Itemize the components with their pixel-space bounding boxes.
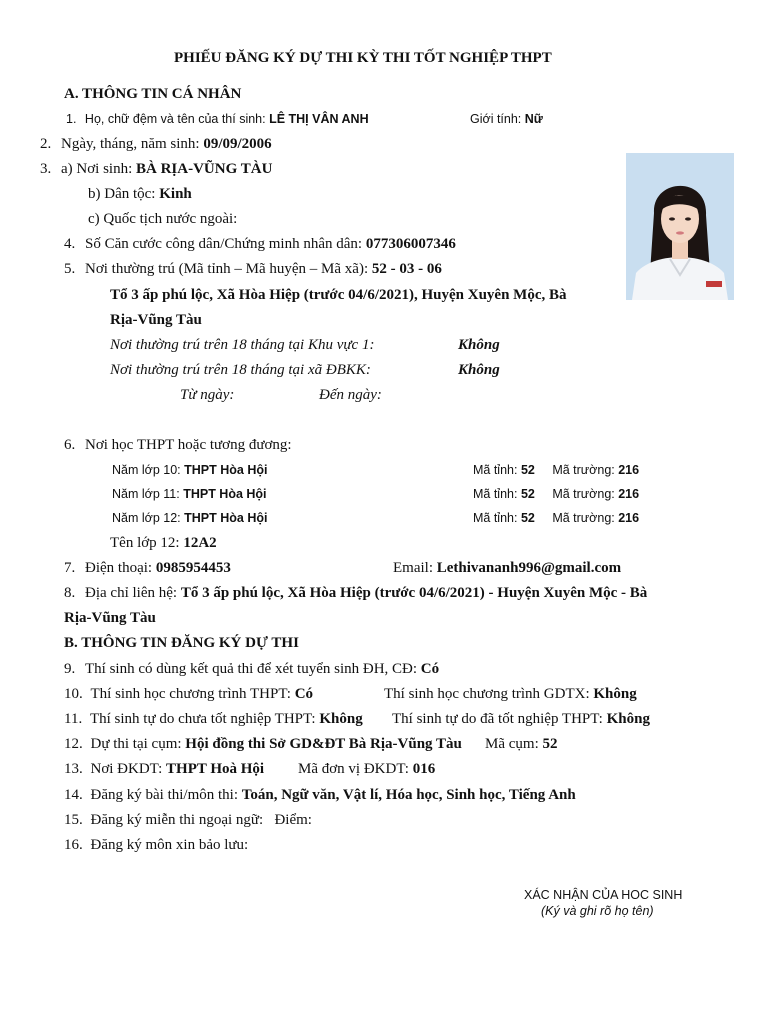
item-number: 10. bbox=[64, 686, 83, 702]
birthplace-label: a) Nơi sinh: bbox=[61, 161, 137, 177]
residence-address-line1: Tổ 3 ấp phú lộc, Xã Hòa Hiệp (trước 04/6/2021), Huyện Xuyên Mộc, Bà bbox=[110, 287, 567, 303]
item-8-contact-address bbox=[64, 584, 647, 602]
item-number: 13. bbox=[64, 761, 83, 777]
ethnicity-label: b) Dân tộc: bbox=[88, 186, 160, 202]
province-code-label: Mã tỉnh: bbox=[473, 511, 521, 525]
contact-address-line2: Rịa-Vũng Tàu bbox=[64, 610, 156, 626]
item-1-name bbox=[66, 110, 369, 128]
province-code: 52 bbox=[520, 511, 535, 525]
registration-unit-code bbox=[298, 760, 435, 778]
phone-label: Điện thoại: bbox=[85, 560, 156, 576]
kv1-value: Không bbox=[458, 337, 500, 353]
gender-label: Giới tính: bbox=[470, 112, 525, 126]
kv1-label: Nơi thường trú trên 18 tháng tại Khu vực 1: bbox=[110, 337, 375, 353]
subjects-value: Toán, Ngữ văn, Vật lí, Hóa học, Sinh học, Tiếng Anh bbox=[241, 787, 576, 803]
school-row-grade-12-codes bbox=[473, 509, 639, 527]
name-label: Họ, chữ đệm và tên của thí sinh: bbox=[84, 112, 270, 126]
item-15 bbox=[64, 811, 312, 829]
item-10-value: Có bbox=[294, 686, 314, 702]
residence-address-line2: Rịa-Vũng Tàu bbox=[110, 312, 202, 328]
item-number: 8. bbox=[64, 585, 76, 601]
gdtx-label: Thí sinh học chương trình GDTX: bbox=[384, 686, 594, 702]
school-name: THPT Hòa Hội bbox=[184, 463, 268, 477]
foreign-nationality: c) Quốc tịch nước ngoài: bbox=[88, 211, 238, 227]
school-code-label: Mã trường: bbox=[552, 511, 619, 525]
email-label: Email: bbox=[393, 560, 437, 576]
item-10-gdtx bbox=[384, 685, 637, 703]
form-title: PHIẾU ĐĂNG KÝ DỰ THI KỲ THI TỐT NGHIỆP THPT bbox=[174, 50, 552, 66]
section-b-heading: B. THÔNG TIN ĐĂNG KÝ DỰ THI bbox=[64, 635, 299, 651]
class-value: 12A2 bbox=[183, 535, 217, 551]
school-row-grade-11-codes bbox=[473, 485, 639, 503]
language-exemption-label: Đăng ký miễn thi ngoại ngữ: Điểm: bbox=[90, 812, 312, 828]
item-number: 4. bbox=[64, 236, 76, 252]
exam-cluster-label: Dự thi tại cụm: bbox=[90, 736, 186, 752]
item-11-label: Thí sinh tự do chưa tốt nghiệp THPT: bbox=[89, 711, 320, 727]
school-name: THPT Hòa Hội bbox=[184, 511, 268, 525]
province-code: 52 bbox=[520, 463, 535, 477]
item-11-value: Không bbox=[319, 711, 363, 727]
cluster-code bbox=[485, 735, 558, 753]
item-number: 14. bbox=[64, 787, 83, 803]
cluster-code-label: Mã cụm: bbox=[485, 736, 543, 752]
item-number: 7. bbox=[64, 560, 76, 576]
confirmation-title: XÁC NHẬN CỦA HOC SINH bbox=[524, 888, 683, 902]
residence-label: Nơi thường trú (Mã tỉnh – Mã huyện – Mã xã): bbox=[85, 261, 372, 277]
school-row-grade-11 bbox=[112, 485, 267, 503]
item-number: 6. bbox=[64, 437, 76, 453]
item-9 bbox=[64, 660, 439, 678]
item-number: 5. bbox=[64, 261, 76, 277]
item-4-id-card bbox=[64, 235, 456, 253]
item-2-birthdate bbox=[40, 135, 272, 153]
item-13 bbox=[64, 760, 264, 778]
cluster-code-value: 52 bbox=[542, 736, 558, 752]
item-number: 2. bbox=[40, 136, 52, 152]
ethnicity-value: Kinh bbox=[159, 186, 192, 202]
item-3-birthplace bbox=[40, 160, 272, 178]
province-code-label: Mã tỉnh: bbox=[473, 487, 521, 501]
gender-value: Nữ bbox=[524, 112, 543, 126]
portrait-image bbox=[626, 153, 734, 300]
class-12 bbox=[110, 534, 217, 552]
item-10-label: Thí sinh học chương trình THPT: bbox=[90, 686, 295, 702]
province-code: 52 bbox=[520, 487, 535, 501]
registration-place-label: Nơi ĐKDT: bbox=[90, 761, 167, 777]
dbkk-value: Không bbox=[458, 362, 500, 378]
school-code-label: Mã trường: bbox=[552, 487, 619, 501]
item-number: 12. bbox=[64, 736, 83, 752]
year-label: Năm lớp 11: bbox=[112, 487, 184, 501]
item-number: 1. bbox=[66, 112, 77, 126]
unit-code-label: Mã đơn vị ĐKDT: bbox=[298, 761, 413, 777]
item-11-graduated bbox=[392, 710, 650, 728]
item-5-residence bbox=[64, 260, 442, 278]
year-label: Năm lớp 10: bbox=[112, 463, 185, 477]
school-code: 216 bbox=[618, 463, 640, 477]
province-code-label: Mã tỉnh: bbox=[473, 463, 521, 477]
contact-address-label: Địa chỉ liên hệ: bbox=[85, 585, 181, 601]
school-code: 216 bbox=[618, 511, 640, 525]
class-label: Tên lớp 12: bbox=[110, 535, 184, 551]
ethnicity bbox=[88, 185, 192, 203]
item-number: 11. bbox=[64, 711, 83, 727]
item-number: 3. bbox=[40, 161, 52, 177]
year-label: Năm lớp 12: bbox=[112, 511, 185, 525]
school-name: THPT Hòa Hội bbox=[183, 487, 267, 501]
email-value: Lethivananh996@gmail.com bbox=[436, 560, 622, 576]
id-card-label: Số Căn cước công dân/Chứng minh nhân dân: bbox=[85, 236, 366, 252]
item-12 bbox=[64, 735, 462, 753]
school-code-label: Mã trường: bbox=[552, 463, 619, 477]
confirmation-subtitle: (Ký và ghi rõ họ tên) bbox=[541, 904, 654, 918]
item-7-phone bbox=[64, 559, 231, 577]
birthplace-value: BÀ RỊA-VŨNG TÀU bbox=[136, 161, 273, 177]
item-14 bbox=[64, 786, 576, 804]
school-row-grade-10-codes bbox=[473, 461, 639, 479]
reserved-subjects-label: Đăng ký môn xin bảo lưu: bbox=[90, 837, 249, 853]
item-number: 16. bbox=[64, 837, 83, 853]
high-school-label: Nơi học THPT hoặc tương đương: bbox=[85, 437, 292, 453]
birthdate-label: Ngày, tháng, năm sinh: bbox=[61, 136, 204, 152]
id-card-value: 077306007346 bbox=[365, 236, 456, 252]
school-row-grade-12 bbox=[112, 509, 267, 527]
item-11 bbox=[64, 710, 363, 728]
school-row-grade-10 bbox=[112, 461, 267, 479]
graduated-label: Thí sinh tự do đã tốt nghiệp THPT: bbox=[392, 711, 607, 727]
name-value: LÊ THỊ VÂN ANH bbox=[269, 112, 369, 126]
item-9-value: Có bbox=[420, 661, 440, 677]
subjects-label: Đăng ký bài thi/môn thi: bbox=[90, 787, 242, 803]
gdtx-value: Không bbox=[593, 686, 637, 702]
item-16 bbox=[64, 836, 248, 854]
item-6-high-school bbox=[64, 436, 292, 454]
item-9-label: Thí sinh có dùng kết quả thi để xét tuyển sinh ĐH, CĐ: bbox=[85, 661, 421, 677]
section-a-heading: A. THÔNG TIN CÁ NHÂN bbox=[64, 86, 242, 102]
unit-code-value: 016 bbox=[412, 761, 436, 777]
phone-value: 0985954453 bbox=[155, 560, 231, 576]
graduated-value: Không bbox=[606, 711, 650, 727]
to-date-label: Đến ngày: bbox=[319, 387, 382, 403]
birthdate-value: 09/09/2006 bbox=[203, 136, 272, 152]
email bbox=[393, 559, 621, 577]
item-number: 9. bbox=[64, 661, 76, 677]
from-date-label: Từ ngày: bbox=[180, 387, 235, 403]
item-10 bbox=[64, 685, 313, 703]
dbkk-label: Nơi thường trú trên 18 tháng tại xã ĐBKK: bbox=[110, 362, 371, 378]
residence-codes: 52 - 03 - 06 bbox=[371, 261, 442, 277]
registration-place-value: THPT Hoà Hội bbox=[166, 761, 265, 777]
exam-cluster-value: Hội đồng thi Sở GD&ĐT Bà Rịa-Vũng Tàu bbox=[185, 736, 462, 752]
school-code: 216 bbox=[618, 487, 640, 501]
gender bbox=[470, 110, 543, 128]
item-number: 15. bbox=[64, 812, 83, 828]
contact-address-line1: Tổ 3 ấp phú lộc, Xã Hòa Hiệp (trước 04/6/2021) - Huyện Xuyên Mộc - Bà bbox=[180, 585, 648, 601]
student-photo bbox=[626, 153, 734, 300]
